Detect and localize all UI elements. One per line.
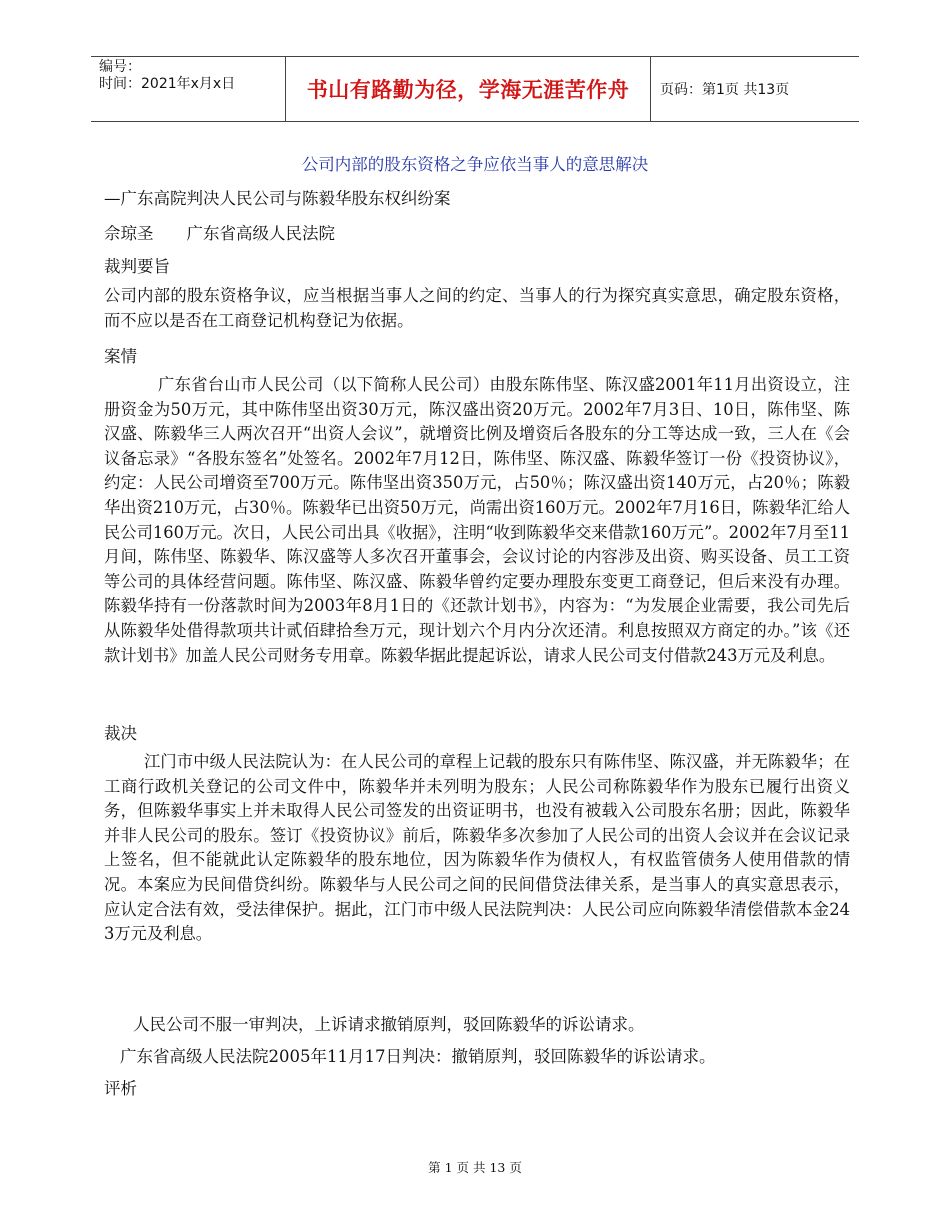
author-line: 佘琼圣 广东省高级人民法院 <box>104 224 335 243</box>
facts-paragraph: 广东省台山市人民公司（以下简称人民公司）由股东陈伟坚、陈汉盛2001年11月出资设立，注册资金为50万元，其中陈伟坚出资30万元，陈汉盛出资20万元。2002年7月3日、10日，陈伟坚、陈汉盛、陈毅华三人两次召开“出资人会议”，就增资比例及增资后各股东的分工等达成一致，三人在《会议备忘录》“各股东签名”处签名。2002年7月12日，陈伟坚、陈汉盛、陈毅华签订一份《投资协议》，约定：人民公司增资至700万元。陈伟坚出资350万元，占50％；陈汉盛出资140万元，占20％；陈毅华出资210万元，占30％。陈毅华已出资50万元，尚需出资160万元。2002年7月16日，陈毅华汇给人民公司160万元。次日，人民公司出具《收据》，注明“收到陈毅华交来借款160万元”。2002年7月至11月间，陈伟坚、陈毅华、陈汉盛等人多次召开董事会，会议讨论的内容涉及出资、购买设备、员工工资等公司的具体经营问题。陈伟坚、陈汉盛、陈毅华曾约定要办理股东变更工商登记，但后来没有办理。陈毅华持有一份落款时间为2003年8月1日的《还款计划书》，内容为：“为发展企业需要，我公司先后从陈毅华处借得款项共计贰佰肆拾叁万元，现计划六个月内分次还清。利息按照双方商定的办。”该《还款计划书》加盖人民公司财务专用章。陈毅华据此提起诉讼，请求人民公司支付借款243万元及利息。 <box>104 375 850 665</box>
section-heading-analysis: 评析 <box>104 1079 137 1098</box>
header-page-info: 页码：第1页 共13页 <box>660 82 790 98</box>
header-motto: 书山有路勤为径，学海无涯苦作舟 <box>286 57 651 121</box>
time-label: 时间：2021年x月x日 <box>99 76 236 92</box>
page-header <box>91 56 859 122</box>
section-heading-facts: 案情 <box>104 347 137 366</box>
judgment-paragraph: 江门市中级人民法院认为：在人民公司的章程上记载的股东只有陈伟坚、陈汉盛，并无陈毅华；在工商行政机关登记的公司文件中，陈毅华并未列明为股东；人民公司称陈毅华作为股东已履行出资义务，但陈毅华事实上并未取得人民公司签发的出资证明书，也没有被载入公司股东名册；因此，陈毅华并非人民公司的股东。签订《投资协议》前后，陈毅华多次参加了人民公司的出资人会议并在会议记录上签名，但不能就此认定陈毅华的股东地位，因为陈毅华作为债权人，有权监管债务人使用借款的情况。本案应为民间借贷纠纷。陈毅华与人民公司之间的民间借贷法律关系，是当事人的真实意思表示，应认定合法有效，受法律保护。据此，江门市中级人民法院判决：人民公司应向陈毅华清偿借款本金243万元及利息。 <box>104 752 850 944</box>
appeal-line: 人民公司不服一审判决，上诉请求撤销原判，驳回陈毅华的诉讼请求。 <box>133 1015 645 1034</box>
header-meta <box>91 57 286 121</box>
section-heading-judgment: 裁决 <box>104 724 137 743</box>
document-subtitle: —广东高院判决人民公司与陈毅华股东权纠纷案 <box>104 189 451 208</box>
number-label: 编号： <box>99 59 141 75</box>
final-judgment-line: 广东省高级人民法院2005年11月17日判决：撤销原判，驳回陈毅华的诉讼请求。 <box>120 1047 716 1066</box>
section-heading-gist: 裁判要旨 <box>104 257 170 276</box>
page-footer: 第 1 页 共 13 页 <box>428 1160 522 1175</box>
document-title: 公司内部的股东资格之争应依当事人的意思解决 <box>301 155 649 174</box>
gist-paragraph: 公司内部的股东资格争议，应当根据当事人之间的约定、当事人的行为探究真实意思，确定股东资格，而不应以是否在工商登记机构登记为依据。 <box>104 286 850 330</box>
